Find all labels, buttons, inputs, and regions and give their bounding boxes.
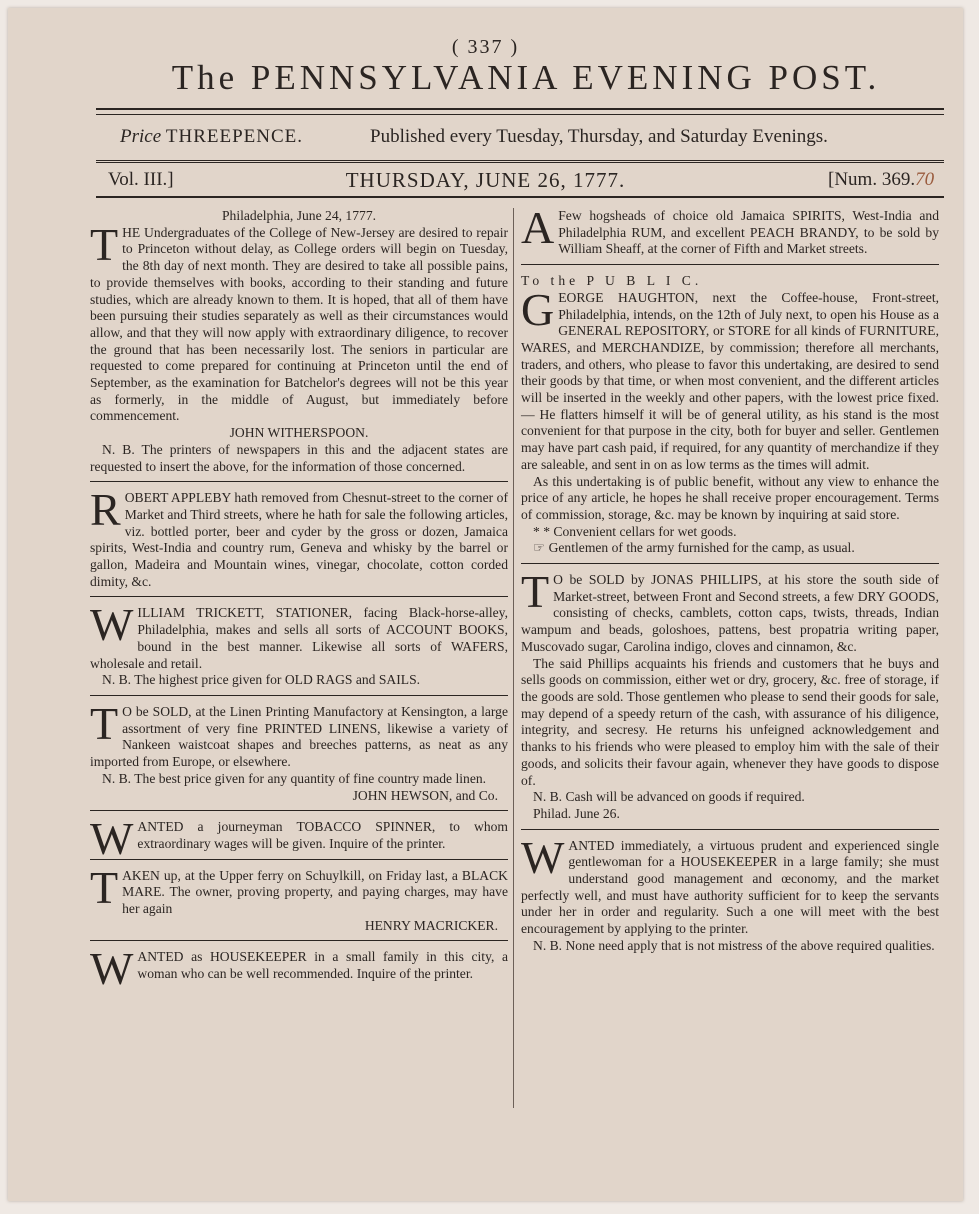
drop-cap: R: [90, 484, 121, 536]
article-signature: JOHN HEWSON, and Co.: [352, 787, 498, 803]
article-housekeeper-large: [521, 829, 939, 955]
drop-cap: T: [90, 861, 119, 913]
article-college-notice: [90, 208, 508, 475]
article-paragraph: As this undertaking is of public benefit, without any view to enhance the price of any article, he hopes he shall receive proper encouragement. Terms of commission, storage, &c. may be known by inquiring at said store.: [521, 473, 939, 522]
article-appleby: [90, 481, 508, 590]
right-column: [521, 202, 939, 958]
drop-cap: G: [521, 283, 555, 335]
article-body: ILLIAM TRICKETT, STATIONER, facing Black-horse-alley, Philadelphia, makes and sells all sorts of ACCOUNT BOOKS, bound in the best manner. Likewise all sorts of WAFERS, wholesale and retail.: [90, 605, 508, 671]
article-tobacco-spinner: [90, 810, 508, 865]
article-heading: To the P U B L I C.: [521, 273, 703, 289]
drop-cap: T: [90, 218, 119, 270]
masthead-rule-middle: [96, 160, 944, 163]
article-body: Few hogsheads of choice old Jamaica SPIRITS, West-India and Philadelphia RUM, and excellent PEACH BRANDY, to be sold by William Sheaff, at the corner of Fifth and Market streets.: [558, 208, 939, 257]
masthead-rule-bottom: [96, 196, 944, 198]
issue-date: THURSDAY, JUNE 26, 1777.: [345, 168, 626, 192]
price-value: THREEPENCE.: [165, 126, 304, 147]
article-body: HE Undergraduates of the College of New-Jersey are desired to repair to Princeton without delay, as College orders will begin on Tuesday, the 8th day of next month. They are desired to take all possible pains, to provide themselves with books, according to their standing and future studies, which are already known to them. It is hoped, that all of them have been pursuing their studies separately as well as their circumstances would allow, and that they will now apply with extraordinary diligence, to recover the ground that has been necessarily lost. The seniors in particular are requested to come prepared for continuing at Princeton until the end of September, as the examination for Batchelor's degrees will not be this year as formerly, in the middle of August, but immediately before commencement.: [90, 224, 508, 424]
left-column: [90, 208, 508, 995]
article-body: ANTED as HOUSEKEEPER in a small family in this city, a woman who can be well recommended. Inquire of the printer.: [137, 949, 508, 982]
article-note: N. B. The best price given for any quantity of fine country made linen.: [102, 770, 487, 786]
article-note: ☞ Gentlemen of the army furnished for the camp, as usual.: [533, 540, 855, 556]
publication-schedule: Published every Tuesday, Thursday, and Saturday Evenings.: [370, 126, 828, 147]
article-paragraph: The said Phillips acquaints his friends and customers that he buys and sells goods on commission, either wet or dry, grocery, &c. free of storage, if the goods are sold. Those gentlemen who please to send their goods for sale, may depend of a speedy return of the cash, with assurance of his diligence, integrity, and secresy. He returns his unfeigned acknowledgement and thanks to his friends who were pleased to employ him with the sale of their goods, and solicits their favour again, whenever they have goods to dispose of.: [521, 655, 939, 788]
drop-cap: W: [90, 599, 134, 651]
newspaper-title: The PENNSYLVANIA EVENING POST.: [171, 58, 881, 97]
drop-cap: T: [521, 566, 550, 618]
article-body: ANTED immediately, a virtuous prudent and experienced single gentlewoman for a HOUSEKEEPER in a large family; she must understand good management and œconomy, and the market perfectly well, and must have authority sufficient for to keep the servants under her in order and regularity. Such a one will meet with the best encouragement by applying to the printer.: [521, 837, 939, 937]
masthead-rule-top-thin: [96, 114, 944, 115]
article-body: AKEN up, at the Upper ferry on Schuylkill, on Friday last, a BLACK MARE. The owner, proving property, and paying charges, may have her again: [122, 867, 508, 917]
issue-number-handwritten: 70: [915, 169, 935, 190]
article-signature: JOHN WITHERSPOON.: [229, 425, 369, 441]
column-divider: [513, 208, 514, 1108]
page-number: ( 337 ): [451, 36, 520, 58]
article-body: O be SOLD by JONAS PHILLIPS, at his store the south side of Market-street, between Front and Second streets, a few DRY GOODS, consisting of checks, camblets, cotton caps, twists, threads, Indian wampum and beads, goloshoes, pattens, best propatria writing paper, Muscovado sugar, Carolina indigo, cloves and cinnamon, &c.: [521, 572, 939, 654]
drop-cap: W: [90, 943, 134, 995]
article-signature: HENRY MACRICKER.: [364, 917, 498, 933]
issue-number-printed: [Num. 369.: [828, 169, 916, 190]
article-note: * * Convenient cellars for wet goods.: [533, 523, 737, 539]
article-body: ANTED a journeyman TOBACCO SPINNER, to whom extraordinary wages will be given. Inquire of the printer.: [137, 819, 508, 851]
article-note: N. B. Cash will be advanced on goods if required.: [533, 789, 805, 805]
article-trickett: [90, 596, 508, 689]
newspaper-page: [8, 8, 963, 1201]
article-note: N. B. The printers of newspapers in this and the adjacent states are requested to insert the above, for the information of those concerned.: [90, 441, 508, 474]
article-housekeeper-small: [90, 940, 508, 995]
price-line: [120, 126, 303, 148]
article-note: N. B. The highest price given for OLD RAGS and SAILS.: [102, 672, 421, 688]
article-body: O be SOLD, at the Linen Printing Manufactory at Kensington, a large assortment of very fine PRINTED LINENS, likewise a variety of Nankeen waistcoat shapes and breeches patterns, as neat as any imported from Europe, or elsewhere.: [90, 703, 508, 770]
article-note: N. B. None need apply that is not mistress of the above required qualities.: [533, 937, 935, 953]
article-spirits: [521, 202, 939, 258]
article-haughton: [521, 264, 939, 557]
drop-cap: W: [90, 813, 134, 865]
article-linen: [90, 695, 508, 804]
issue-number: [828, 169, 934, 191]
drop-cap: T: [90, 697, 119, 749]
volume-label: Vol. III.]: [108, 169, 174, 190]
drop-cap: W: [521, 831, 565, 883]
article-signature: Philad. June 26.: [533, 805, 620, 821]
article-black-mare: [90, 859, 508, 935]
drop-cap: A: [521, 202, 555, 253]
article-dateline: Philadelphia, June 24, 1777.: [221, 208, 377, 223]
article-phillips: [521, 563, 939, 823]
masthead-rule-top: [96, 108, 944, 110]
article-body: OBERT APPLEBY hath removed from Chesnut-street to the corner of Market and Third streets, where he hath for sale the following articles, viz. bottled porter, beer and cyder by the gross or dozen, Jamaica spirits, West-India and country rum, Geneva and whisky by the barrel or gallon, Madeira and Mountain wines, vinegar, chocolate, cotton corded dimity, &c.: [90, 490, 508, 589]
price-label: Price: [120, 126, 162, 147]
article-body: EORGE HAUGHTON, next the Coffee-house, Front-street, Philadelphia, intends, on the 12th of July next, to open his House as a GENERAL REPOSITORY, or STORE for all kinds of FURNITURE, WARES, and MERCHANDIZE, by commission; therefore all merchants, traders, and others, who please to favor this undertaking, are desired to send their goods by that time, or when most convenient, and the different articles will be inserted in the weekly and other papers, with the lowest price fixed.— He flatters himself it will be of general utility, as his stand is the most convenient for that purpose in the city, both for buyer and seller. Gentlemen may have part cash paid, if required, for any quantity of merchandize if they are saleable, and sent in on as low terms as the times will admit.: [521, 289, 939, 472]
